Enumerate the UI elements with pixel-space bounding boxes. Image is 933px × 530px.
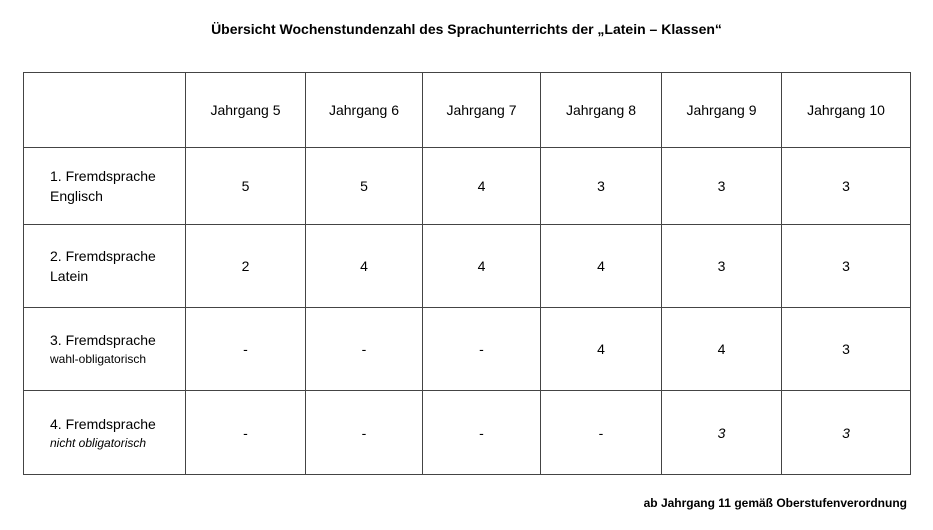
row-label-cell: [24, 148, 186, 225]
table-cell: 4: [306, 225, 423, 308]
row-label: 4. Fremdsprache: [50, 415, 156, 432]
row-label-cell: [24, 225, 186, 308]
column-header: Jahrgang 10: [782, 73, 911, 148]
table-row: [24, 148, 911, 225]
table-cell: 3: [782, 391, 911, 475]
table-cell: 2: [186, 225, 306, 308]
table-cell: -: [186, 308, 306, 391]
table-cell: 3: [782, 148, 911, 225]
row-sublabel: Englisch: [50, 188, 103, 204]
table-cell: 5: [306, 148, 423, 225]
column-header: Jahrgang 5: [186, 73, 306, 148]
column-header: Jahrgang 6: [306, 73, 423, 148]
table-cell: -: [186, 391, 306, 475]
table-cell: -: [306, 391, 423, 475]
table-cell: 4: [662, 308, 782, 391]
row-label: 2. Fremdsprache: [50, 248, 156, 264]
hours-table: [23, 72, 911, 475]
row-label-cell: [24, 391, 186, 475]
table-header-row: [24, 73, 911, 148]
table-cell: -: [423, 308, 541, 391]
row-label-cell: [24, 308, 186, 391]
table-cell: 5: [186, 148, 306, 225]
row-sublabel: Latein: [50, 268, 89, 284]
table-row: [24, 308, 911, 391]
column-header: Jahrgang 7: [423, 73, 541, 148]
table-corner-cell: [24, 73, 186, 148]
table-row: [24, 391, 911, 475]
table-cell: 3: [662, 148, 782, 225]
table-cell: 4: [423, 225, 541, 308]
table-cell: -: [306, 308, 423, 391]
table-cell: 4: [541, 308, 662, 391]
row-sublabel: nicht obligatorisch: [50, 435, 147, 450]
table-cell: 3: [782, 308, 911, 391]
column-header: Jahrgang 8: [541, 73, 662, 148]
table-cell: 3: [662, 391, 782, 475]
page-title: Übersicht Wochenstundenzahl des Sprachunterrichts der „Latein – Klassen“: [211, 21, 722, 37]
table-cell: 4: [423, 148, 541, 225]
table-cell: 3: [541, 148, 662, 225]
row-label: 1. Fremdsprache: [50, 168, 156, 184]
table-cell: 3: [782, 225, 911, 308]
table-row: [24, 225, 911, 308]
table-cell: 3: [662, 225, 782, 308]
row-label: 3. Fremdsprache: [50, 332, 156, 348]
table-cell: -: [423, 391, 541, 475]
table-cell: -: [541, 391, 662, 475]
row-sublabel: wahl-obligatorisch: [50, 352, 147, 366]
table-cell: 4: [541, 225, 662, 308]
column-header: Jahrgang 9: [662, 73, 782, 148]
footnote: ab Jahrgang 11 gemäß Oberstufenverordnung: [643, 496, 907, 510]
